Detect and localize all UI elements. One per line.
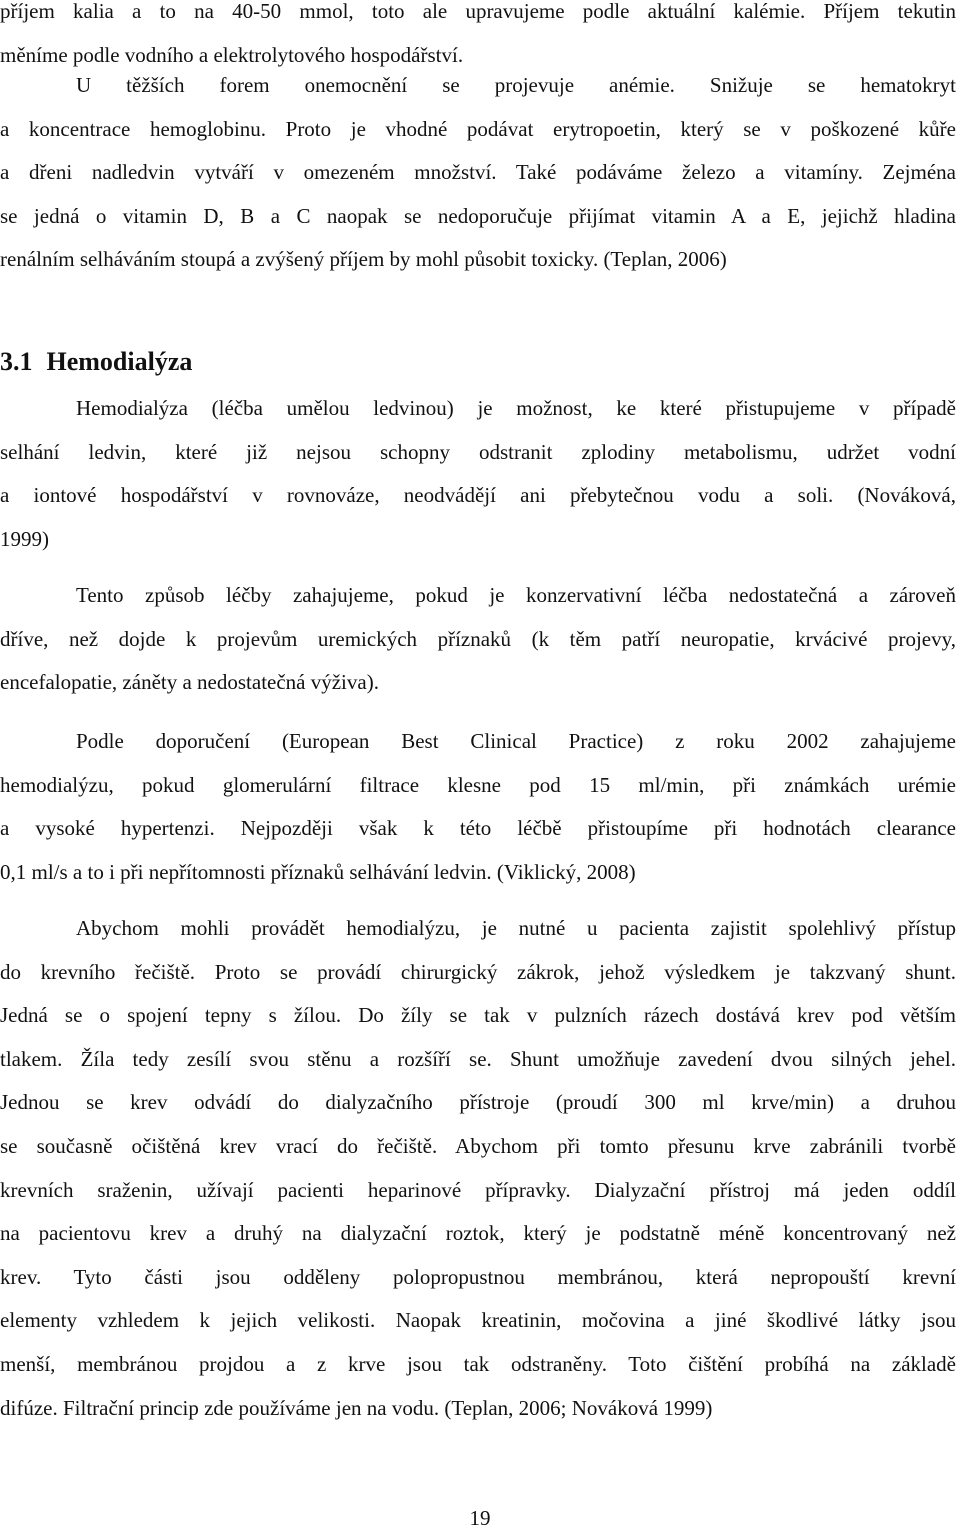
text-line: krev. Tyto části jsou odděleny polopropustnou membránou, která nepropouští krevní [0, 1264, 956, 1289]
text-line: elementy vzhledem k jejich velikosti. Naopak kreatinin, močovina a jiné škodlivé látky jsou [0, 1308, 956, 1333]
text-line: a koncentrace hemoglobinu. Proto je vhodné podávat erytropoetin, který se v poškozené kůře [0, 116, 956, 141]
paragraph-anemia [0, 64, 956, 282]
text-line: a iontové hospodářství v rovnováze, neodvádějí ani přebytečnou vodu a soli. (Nováková, [0, 483, 956, 508]
paragraph-recommendation [0, 720, 956, 894]
text-line: Abychom mohli provádět hemodialýzu, je nutné u pacienta zajistit spolehlivý přístup [76, 916, 956, 940]
text-line: na pacientovu krev a druhý na dialyzační roztok, který je podstatně méně koncentrovaný než [0, 1221, 956, 1246]
text-line: Jednou se krev odvádí do dialyzačního přístroje (proudí 300 ml krve/min) a druhou [0, 1090, 956, 1115]
text-line: 0,1 ml/s a to i při nepřítomnosti příznaků selhávání ledvin. (Viklický, 2008) [0, 859, 636, 884]
text-line: měníme podle vodního a elektrolytového hospodářství. [0, 42, 464, 67]
page-number: 19 [469, 1506, 491, 1530]
text-line: krevních sraženin, užívají pacienti heparinové přípravky. Dialyzační přístroj má jeden oddíl [0, 1177, 956, 1202]
text-line: tlakem. Žíla tedy zesílí svou stěnu a rozšíří se. Shunt umožňuje zavedení dvou silných jehel. [0, 1046, 956, 1071]
text-line: Jedná se o spojení tepny s žílou. Do žíly se tak v pulzních rázech dostává krev pod větším [0, 1003, 956, 1028]
text-line: do krevního řečiště. Proto se provádí chirurgický zákrok, jehož výsledkem je takzvaný shunt. [0, 959, 956, 984]
text-line: se současně očištěná krev vrací do řečiště. Abychom při tomto přesunu krve zabránili tvorbě [0, 1133, 956, 1158]
text-line: Podle doporučení (European Best Clinical Practice) z roku 2002 zahajujeme [76, 729, 956, 753]
text-line: 1999) [0, 526, 49, 551]
text-line: Hemodialýza (léčba umělou ledvinou) je možnost, ke které přistupujeme v případě [76, 396, 956, 420]
text-line: a dřeni nadledvin vytváří v omezeném množství. Také podáváme železo a vitamíny. Zejména [0, 160, 956, 185]
text-line: encefalopatie, záněty a nedostatečná výživa). [0, 670, 379, 695]
paragraph-treatment-start [0, 574, 956, 705]
paragraph-hemodialysis-definition [0, 387, 956, 561]
text-line: difúze. Filtrační princip zde používáme jen na vodu. (Teplan, 2006; Nováková 1999) [0, 1395, 713, 1420]
text-line: příjem kalia a to na 40-50 mmol, toto ale upravujeme podle aktuální kalémie. Příjem tekutin [0, 0, 956, 23]
text-line: hemodialýzu, pokud glomerulární filtrace klesne pod 15 ml/min, při známkách urémie [0, 772, 956, 797]
text-line: a vysoké hypertenzi. Nejpozději však k této léčbě přistoupíme při hodnotách clearance [0, 816, 956, 841]
text-line: se jedná o vitamin D, B a C naopak se nedoporučuje přijímat vitamin A a E, jejichž hladina [0, 203, 956, 228]
text-line: renálním selháváním stoupá a zvýšený příjem by mohl působit toxicky. (Teplan, 2006) [0, 247, 727, 272]
text-line: Tento způsob léčby zahajujeme, pokud je konzervativní léčba nedostatečná a zároveň [76, 583, 956, 607]
section-title: Hemodialýza [46, 347, 193, 376]
section-heading [0, 340, 192, 384]
text-line: menší, membránou projdou a z krve jsou tak odstraněny. Toto čištění probíhá na základě [0, 1351, 956, 1376]
section-number: 3.1 [0, 347, 33, 376]
text-line: U těžších forem onemocnění se projevuje anémie. Snižuje se hematokryt [76, 73, 956, 97]
paragraph-shunt [0, 907, 956, 1430]
text-line: dříve, než dojde k projevům uremických příznaků (k těm patří neuropatie, krvácivé projevy, [0, 626, 956, 651]
text-line: selhání ledvin, které již nejsou schopny odstranit zplodiny metabolismu, udržet vodní [0, 439, 956, 464]
